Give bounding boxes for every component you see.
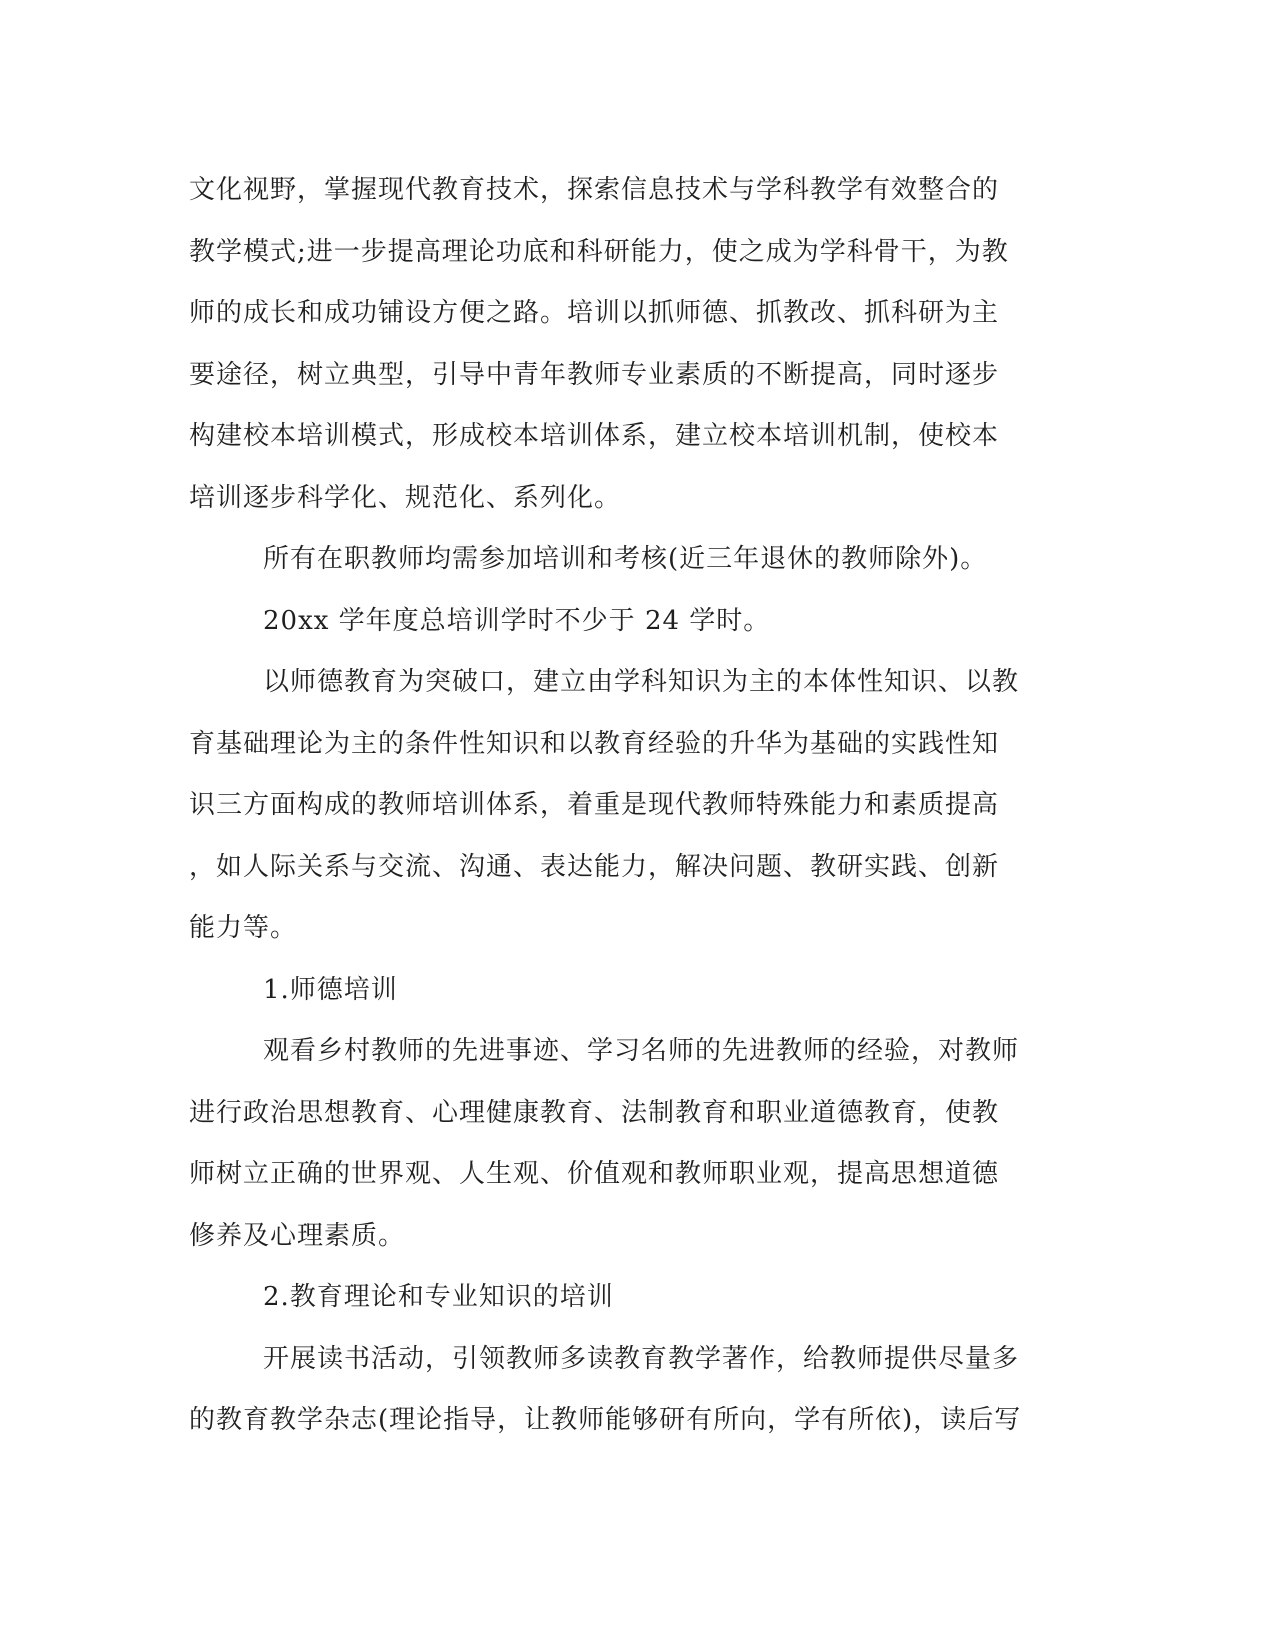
document-body <box>189 160 1084 1452</box>
section-heading: 1.师德培训 <box>263 974 398 1005</box>
text-line: 能力等。 <box>189 913 298 943</box>
text-line: 20xx 学年度总培训学时不少于 24 学时。 <box>263 605 771 636</box>
text-line: 培训逐步科学化、规范化、系列化。 <box>189 482 622 513</box>
text-line: 进行政治思想教育、心理健康教育、法制教育和职业道德教育，使教 <box>189 1097 1000 1128</box>
text-line: 师树立正确的世界观、人生观、价值观和教师职业观，提高思想道德 <box>189 1159 1000 1189</box>
text-line: 的教育教学杂志(理论指导，让教师能够研有所向，学有所依)，读后写 <box>189 1405 1022 1435</box>
text-line: ，如人际关系与交流、沟通、表达能力，解决问题、教研实践、创新 <box>189 851 1000 882</box>
text-line: 开展读书活动，引领教师多读教育教学著作，给教师提供尽量多 <box>263 1343 1020 1374</box>
text-line: 文化视野，掌握现代教育技术，探索信息技术与学科教学有效整合的 <box>189 175 1000 205</box>
section-heading: 2.教育理论和专业知识的培训 <box>263 1282 614 1312</box>
text-line: 所有在职教师均需参加培训和考核(近三年退休的教师除外)。 <box>263 544 988 574</box>
text-line: 构建校本培训模式，形成校本培训体系，建立校本培训机制，使校本 <box>189 421 1000 451</box>
text-line: 师的成长和成功铺设方便之路。培训以抓师德、抓教改、抓科研为主 <box>189 298 1000 328</box>
text-line: 以师德教育为突破口，建立由学科知识为主的本体性知识、以教 <box>263 667 1020 697</box>
text-line: 教学模式;进一步提高理论功底和科研能力，使之成为学科骨干，为教 <box>189 236 1009 267</box>
text-line: 育基础理论为主的条件性知识和以教育经验的升华为基础的实践性知 <box>189 728 1000 759</box>
text-line: 观看乡村教师的先进事迹、学习名师的先进教师的经验，对教师 <box>263 1036 1020 1066</box>
text-line: 识三方面构成的教师培训体系，着重是现代教师特殊能力和素质提高 <box>189 790 1000 820</box>
text-line: 修养及心理素质。 <box>189 1220 406 1251</box>
text-line: 要途径，树立典型，引导中青年教师专业素质的不断提高，同时逐步 <box>189 359 1000 390</box>
